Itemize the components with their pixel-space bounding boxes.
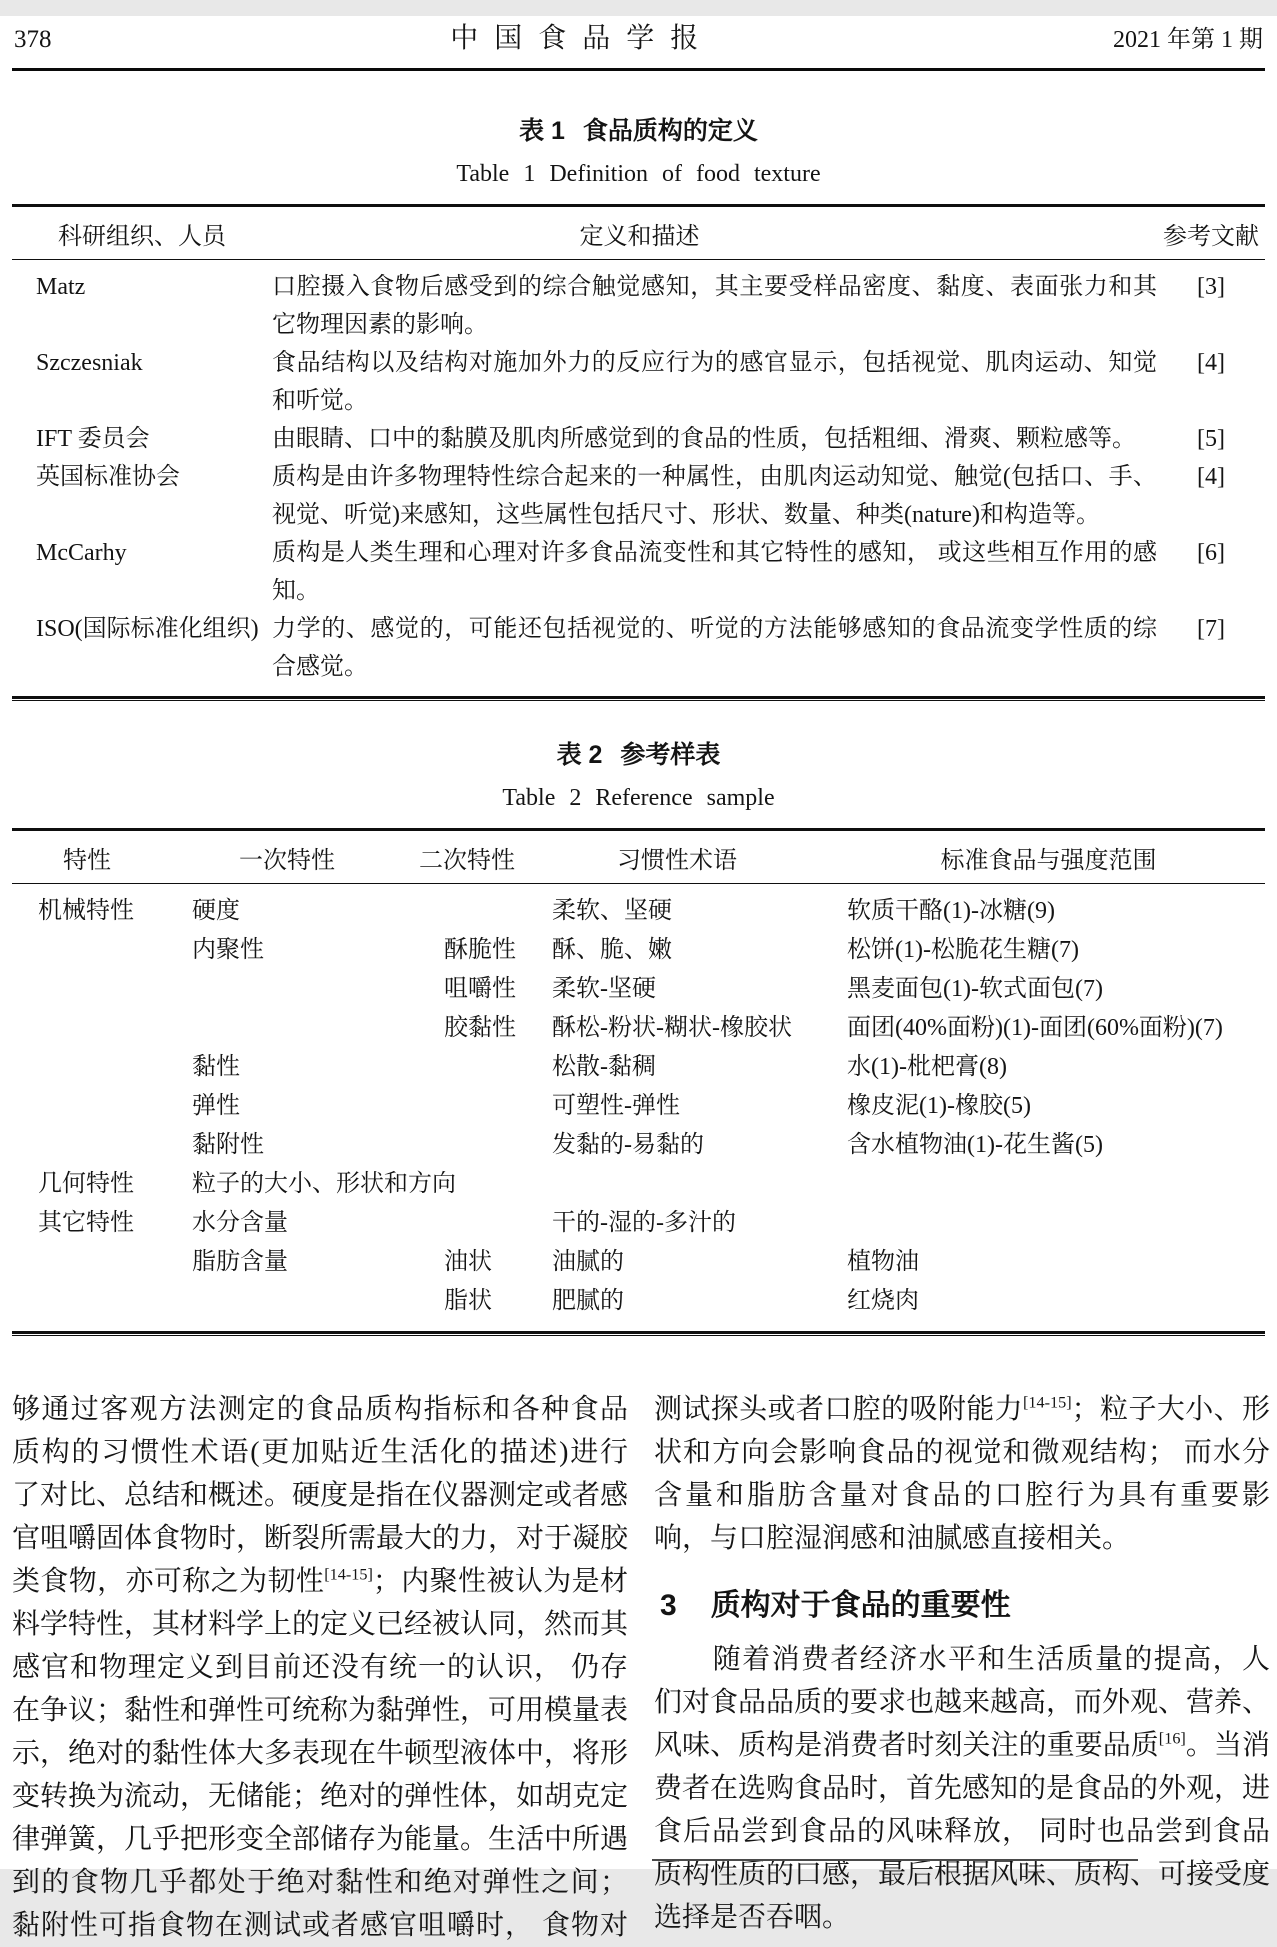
text-line: 料学特性，其材料学上的定义已经被认同，然而其: [12, 1609, 629, 1640]
table-row: [12, 1009, 1265, 1048]
journal-page: [0, 16, 1277, 1941]
text-line: 律弹簧，几乎把形变全部储存为能量。生活中所遇: [12, 1824, 629, 1855]
table-row: [12, 268, 1265, 344]
table2-cell-property: [12, 1282, 162, 1321]
table2-cell-standard: 含水植物油(1)-花生酱(5): [847, 1132, 1103, 1158]
text-line: 含量和脂肪含量对食品的口腔行为具有重要影: [654, 1480, 1270, 1511]
table2-cell-primary: 内聚性: [192, 937, 264, 963]
table1-caption-zh: [0, 111, 1277, 147]
table2-cell-property: [12, 970, 162, 1009]
footnote-rule: [652, 1859, 1138, 1861]
table2-cell-property: [12, 1087, 162, 1126]
table1-caption-zh-text: 食品质构的定义: [582, 117, 758, 145]
text-line: 质构的习惯性术语(更加贴近生活化的描述)进行: [12, 1437, 628, 1468]
table1-cell-org: Szczesniak: [36, 350, 143, 376]
table2-cell-secondary: 咀嚼性: [444, 976, 516, 1002]
table2-cell-property: [12, 1126, 162, 1165]
table2-cell-standard: 植物油: [847, 1249, 919, 1275]
text-line: 食后品尝到食品的风味释放， 同时也品尝到食品: [654, 1816, 1270, 1847]
table1-bottom-rule: [12, 696, 1265, 701]
table-row: [12, 610, 1265, 686]
table2-cell-primary: 硬度: [192, 898, 240, 924]
text-line: 随着消费者经济水平和生活质量的提高，人: [654, 1644, 1270, 1675]
table-row: [12, 931, 1265, 970]
table2-cell-primary: [162, 1282, 412, 1321]
table2-cell-primary: 黏附性: [192, 1132, 264, 1158]
table2-caption-en: [0, 785, 1277, 812]
table2-cell-secondary: [412, 892, 522, 931]
table2-caption-zh: [0, 735, 1277, 771]
table2-col-header-term: 习惯性术语: [617, 848, 737, 874]
table-row: [12, 420, 1265, 458]
table-row: [12, 1165, 1265, 1204]
table-row: [12, 1087, 1265, 1126]
table2-body: [12, 884, 1265, 1331]
table1-cell-ref: [6]: [1197, 540, 1225, 566]
body-text: [12, 1388, 1271, 1947]
table2-cell-term: 干的-湿的-多汁的: [552, 1210, 736, 1236]
table1-col-header-org: 科研组织、人员: [58, 224, 226, 250]
text-line: 示，绝对的黏性体大多表现在牛顿型液体中，将形: [12, 1738, 629, 1769]
table2-cell-standard: 面团(40%面粉)(1)-面团(60%面粉)(7): [847, 1015, 1223, 1041]
table-row: [12, 1126, 1265, 1165]
text-line: 了对比、总结和概述。硬度是指在仪器测定或者感: [12, 1480, 629, 1511]
table1-col-header-definition: 定义和描述: [579, 224, 700, 250]
table1-cell-org: McCarhy: [36, 540, 127, 566]
table-row: [12, 458, 1265, 534]
text-line: 够通过客观方法测定的食品质构指标和各种食品: [12, 1394, 628, 1425]
table1-cell-ref: [7]: [1197, 616, 1225, 642]
right-column: [654, 1388, 1270, 1947]
table2-cell-property: [12, 1009, 162, 1048]
table2-cell-primary: 脂肪含量: [192, 1249, 288, 1275]
table1-cell-ref: [3]: [1197, 274, 1225, 300]
table2-cell-term: 可塑性-弹性: [552, 1093, 680, 1119]
table2-cell-primary: 黏性: [192, 1054, 240, 1080]
table2-caption-zh-label: 表 2: [556, 741, 603, 769]
journal-title: 中国食品学报: [450, 23, 715, 54]
text-line: 质构性质的口感，最后根据风味、质构、可接受度: [654, 1859, 1271, 1890]
table2: [12, 828, 1265, 1336]
table2-cell-secondary: 油状: [444, 1249, 492, 1275]
table2-cell-term: 油腻的: [552, 1249, 624, 1275]
table-row: [12, 892, 1265, 931]
table1-cell-definition: 由眼睛、口中的黏膜及肌肉所感觉到的食品的性质，包括粗细、滑爽、颗粒感等。: [272, 426, 1136, 452]
table2-cell-standard: 软质干酪(1)-冰糖(9): [847, 898, 1055, 924]
table2-caption-zh-text: 参考样表: [620, 741, 721, 769]
table1-cell-org: IFT 委员会: [36, 426, 150, 452]
table2-cell-property: [12, 931, 162, 970]
text-line: 选择是否吞咽。: [654, 1902, 851, 1933]
table1-cell-org: ISO(国际标准化组织): [36, 616, 259, 642]
section-number: 3: [660, 1589, 677, 1622]
table1-body: [12, 260, 1265, 696]
table-row: [12, 970, 1265, 1009]
table2-cell-term: 松散-黏稠: [552, 1054, 656, 1080]
table1-header-row: [12, 207, 1265, 260]
table2-col-header-property: 特性: [63, 848, 111, 874]
table1-col-header-ref: 参考文献: [1163, 224, 1259, 250]
table2-cell-secondary: [412, 1165, 522, 1204]
table2-cell-term: [522, 1165, 832, 1204]
table1-caption-en: [0, 161, 1277, 188]
text-line: 风味、质构是消费者时刻关注的重要品质[16]。当消: [654, 1729, 1270, 1761]
table2-captions: [0, 735, 1277, 812]
table-row: [12, 534, 1265, 610]
table2-col-header-standard: 标准食品与强度范围: [940, 848, 1157, 874]
right-paragraph-2: [654, 1638, 1270, 1939]
table1-cell-org: 英国标准协会: [36, 464, 180, 490]
table2-cell-secondary: 胶黏性: [444, 1015, 516, 1041]
table-row: [12, 1048, 1265, 1087]
table2-cell-property: 几何特性: [38, 1171, 134, 1197]
table2-cell-term: 酥松-粉状-糊状-橡胶状: [552, 1015, 792, 1041]
table1-caption-en-label: Table 1: [456, 161, 536, 187]
table2-cell-secondary: [412, 1087, 522, 1126]
text-line: 类食物，亦可称之为韧性[14-15]；内聚性被认为是材: [12, 1565, 628, 1597]
table1-cell-definition: 食品结构以及结构对施加外力的反应行为的感官显示，包括视觉、肌肉运动、知觉和听觉。: [272, 350, 1157, 414]
page-number: 378: [14, 26, 52, 53]
text-line: 变转换为流动，无储能；绝对的弹性体，如胡克定: [12, 1781, 629, 1812]
table2-cell-primary: [162, 970, 412, 1009]
text-line: 响，与口腔湿润感和油腻感直接相关。: [654, 1523, 1131, 1554]
table1-cell-org: Matz: [36, 274, 86, 300]
table2-cell-secondary: 酥脆性: [444, 937, 516, 963]
table1-caption-en-text: Definition of food texture: [549, 161, 821, 187]
table1-cell-ref: [4]: [1197, 350, 1225, 376]
text-line: 费者在选购食品时，首先感知的是食品的外观，进: [654, 1773, 1271, 1804]
table-row: [12, 344, 1265, 420]
section-heading: [654, 1586, 1270, 1626]
table2-cell-property: 机械特性: [38, 898, 134, 924]
table2-cell-standard: 水(1)-枇杷膏(8): [847, 1054, 1007, 1080]
table2-cell-primary: 弹性: [192, 1093, 240, 1119]
table1-captions: [0, 111, 1277, 188]
table1-cell-definition: 口腔摄入食物后感受到的综合触觉感知，其主要受样品密度、黏度、表面张力和其它物理因素的影响。: [272, 274, 1157, 338]
table2-cell-standard: [832, 1204, 1265, 1243]
table2-cell-secondary: [412, 1126, 522, 1165]
table1: [12, 204, 1265, 701]
text-line: 黏附性可指食物在测试或者感官咀嚼时， 食物对: [12, 1910, 628, 1941]
table2-cell-term: 柔软-坚硬: [552, 976, 656, 1002]
table2-col-header-primary: 一次特性: [239, 848, 335, 874]
table2-cell-standard: 黑麦面包(1)-软式面包(7): [847, 976, 1103, 1002]
table2-cell-term: 发黏的-易黏的: [552, 1132, 704, 1158]
table2-cell-standard: 红烧肉: [847, 1288, 919, 1314]
table2-cell-secondary: [412, 1048, 522, 1087]
table1-caption-zh-label: 表 1: [519, 117, 565, 145]
text-line: 感官和物理定义到目前还没有统一的认识， 仍存: [12, 1652, 628, 1683]
table2-cell-primary: [162, 1009, 412, 1048]
table2-cell-primary: 粒子的大小、形状和方向: [192, 1171, 456, 1197]
table2-cell-standard: [832, 1165, 1265, 1204]
table1-cell-ref: [4]: [1197, 464, 1225, 490]
section-title: 质构对于食品的重要性: [710, 1589, 1011, 1622]
table2-cell-property: [12, 1048, 162, 1087]
table2-cell-secondary: [412, 1204, 522, 1243]
table2-cell-term: 柔软、坚硬: [552, 898, 672, 924]
table2-col-header-secondary: 二次特性: [419, 848, 515, 874]
table2-cell-property: 其它特性: [38, 1210, 134, 1236]
table1-cell-definition: 质构是人类生理和心理对许多食品流变性和其它特性的感知， 或这些相互作用的感知。: [272, 540, 1157, 604]
table2-caption-en-text: Reference sample: [595, 785, 775, 811]
running-head: [12, 16, 1265, 71]
table1-cell-ref: [5]: [1197, 426, 1225, 452]
table2-cell-standard: 松饼(1)-松脆花生糖(7): [847, 937, 1079, 963]
table-row: [12, 1204, 1265, 1243]
table2-cell-term: 酥、脆、嫩: [552, 937, 672, 963]
text-line: 在争议；黏性和弹性可统称为黏弹性，可用模量表: [12, 1695, 629, 1726]
table1-cell-definition: 质构是由许多物理特性综合起来的一种属性，由肌肉运动知觉、触觉(包括口、手、视觉、听觉)来感知，这些属性包括尺寸、形状、数量、种类(nature)和构造等。: [272, 464, 1157, 528]
table2-header-row: [12, 831, 1265, 884]
table2-bottom-rule: [12, 1331, 1265, 1336]
table-row: [12, 1282, 1265, 1321]
left-column: [12, 1388, 628, 1947]
right-paragraph-1: [654, 1388, 1270, 1560]
text-line: 到的食物几乎都处于绝对黏性和绝对弹性之间；: [12, 1867, 628, 1898]
text-line: 们对食品品质的要求也越来越高，而外观、营养、: [654, 1687, 1271, 1718]
table2-cell-property: [12, 1243, 162, 1282]
table2-cell-term: 肥腻的: [552, 1288, 624, 1314]
table2-caption-en-label: Table 2: [502, 785, 582, 811]
table1-cell-definition: 力学的、感觉的，可能还包括视觉的、听觉的方法能够感知的食品流变学性质的综合感觉。: [272, 616, 1157, 680]
table2-cell-primary: 水分含量: [192, 1210, 288, 1236]
text-line: 官咀嚼固体食物时，断裂所需最大的力，对于凝胶: [12, 1523, 629, 1554]
text-line: 状和方向会影响食品的视觉和微观结构； 而水分: [654, 1437, 1270, 1468]
text-line: 测试探头或者口腔的吸附能力[14-15]；粒子大小、形: [654, 1393, 1270, 1425]
issue-info: 2021 年第 1 期: [1112, 27, 1263, 53]
table2-cell-secondary: 脂状: [444, 1288, 492, 1314]
table-row: [12, 1243, 1265, 1282]
table2-cell-standard: 橡皮泥(1)-橡胶(5): [847, 1093, 1031, 1119]
